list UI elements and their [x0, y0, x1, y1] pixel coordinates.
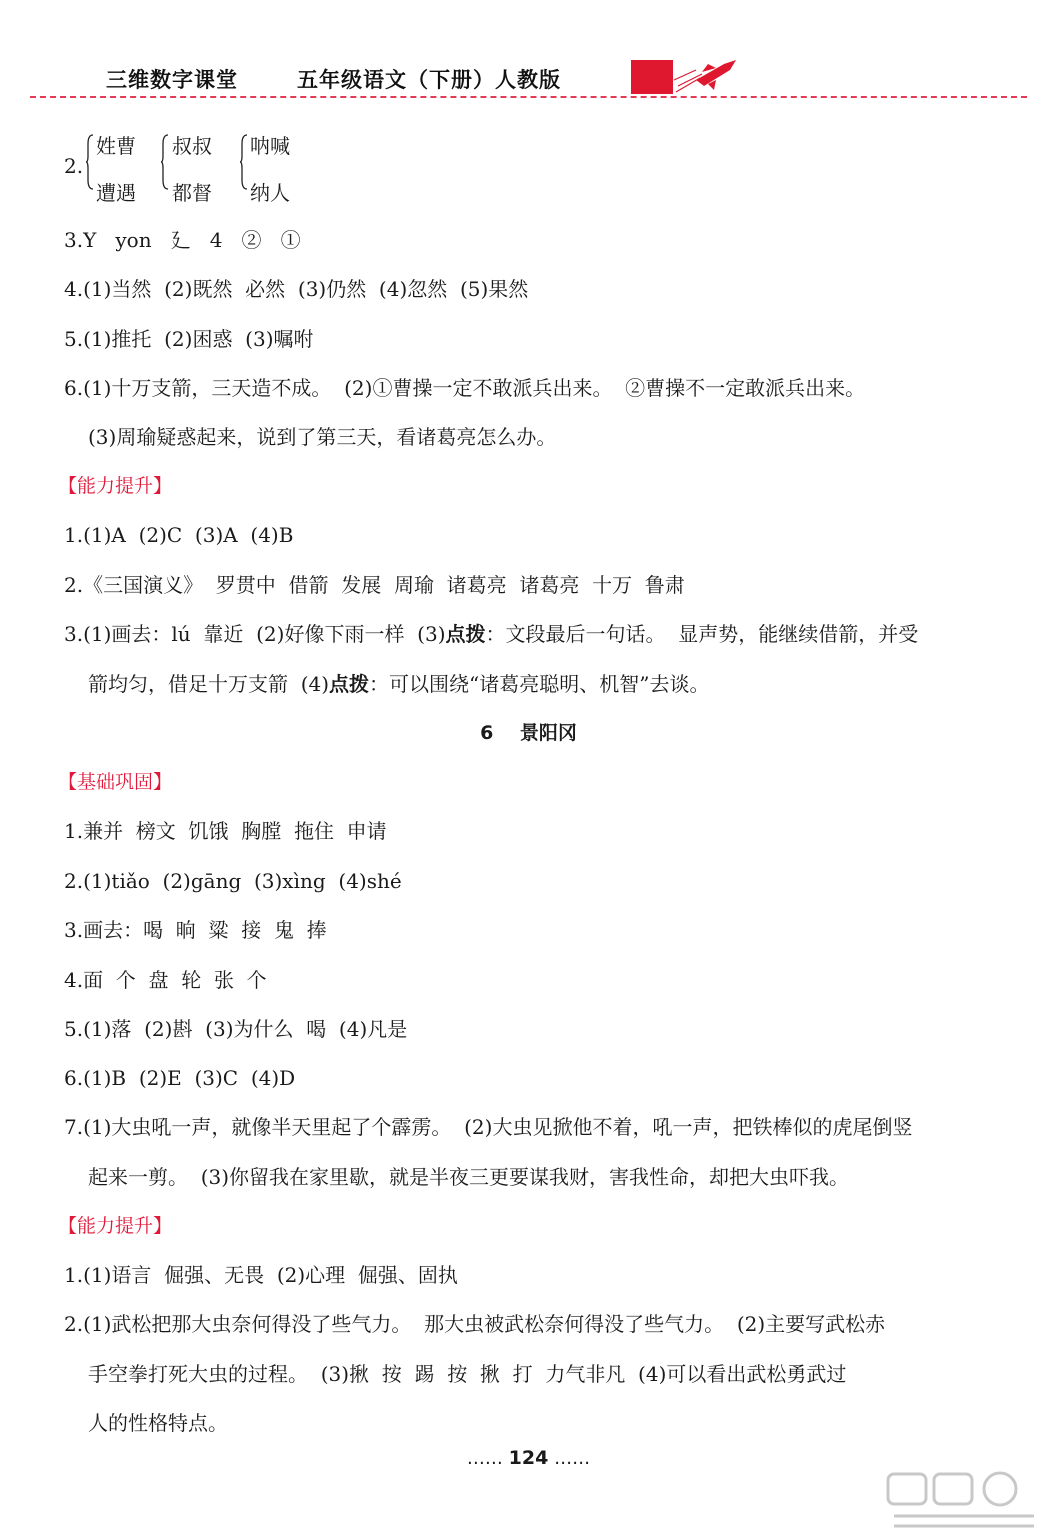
answer-line: 4.面 个 盘 轮 张 个: [64, 968, 267, 992]
answer-line: 起来一剪。 (3)你留我在家里歇，就是半夜三更要谋我财，害我性命，却把大虫吓我。: [88, 1165, 850, 1189]
logo-block: [631, 60, 673, 94]
answer-line: 1.兼并 榜文 饥饿 胸膛 拖住 申请: [64, 819, 387, 843]
answer-line: 3.Y yon 廴 4 ② ①: [64, 228, 301, 252]
section-heading-basic: 【基础巩固】: [58, 771, 173, 793]
answer-line: 4.(1)当然 (2)既然 必然 (3)仍然 (4)忽然 (5)果然: [64, 277, 529, 301]
header-book-title: 五年级语文（下册）人教版: [297, 68, 561, 92]
answer-line: 手空拳打死大虫的过程。 (3)揪 按 踢 按 揪 打 力气非凡 (4)可以看出武松勇武过: [88, 1362, 847, 1386]
brace-icon: [161, 134, 169, 190]
lesson-title: 6 景阳冈: [480, 722, 577, 744]
answer-line: 5.(1)推托 (2)困惑 (3)嘱咐: [64, 327, 314, 351]
answer-line: 人的性格特点。: [88, 1411, 228, 1435]
hint-label: 点拨: [445, 622, 486, 646]
answer-line: 3.画去：喝 晌 粱 接 鬼 捧: [64, 918, 327, 942]
answer-line: 6.(1)十万支箭，三天造不成。 (2)①曹操一定不敢派兵出来。 ②曹操不一定敢派兵出来。: [64, 376, 866, 400]
q2-word: 纳人: [250, 181, 290, 205]
header-brand: 三维数字课堂: [106, 68, 238, 92]
header-divider: [30, 96, 1027, 98]
brace-icon: [86, 134, 94, 190]
section-heading-ability: 【能力提升】: [58, 475, 173, 497]
answer-line: 7.(1)大虫吼一声，就像半天里起了个霹雳。 (2)大虫见掀他不着，吼一声，把铁棒似的虎尾倒竖: [64, 1115, 913, 1139]
answer-line: (3)周瑜疑惑起来，说到了第三天，看诸葛亮怎么办。: [88, 425, 557, 449]
watermark-logo: [880, 1470, 1050, 1532]
answer-line: 2.(1)武松把那大虫奈何得没了些气力。 那大虫被武松奈何得没了些气力。 (2)主要写武松赤: [64, 1312, 886, 1336]
q2-word: 都督: [172, 181, 212, 205]
section-heading-ability: 【能力提升】: [58, 1215, 173, 1237]
page-number: …… 124 ……: [466, 1447, 591, 1469]
answer-line: 5.(1)落 (2)斟 (3)为什么 喝 (4)凡是: [64, 1017, 408, 1041]
answer-line: 6.(1)B (2)E (3)C (4)D: [64, 1066, 296, 1090]
q2-word: 姓曹: [96, 134, 136, 158]
q2-word: 呐喊: [250, 134, 290, 158]
answer-line: 1.(1)语言 倔强、无畏 (2)心理 倔强、固执: [64, 1263, 458, 1287]
answer-line: 1.(1)A (2)C (3)A (4)B: [64, 523, 294, 547]
answer-line: 3.(1)画去：lú 靠近 (2)好像下雨一样 (3)点拨：文段最后一句话。 显声势，能继续借箭，并受: [64, 622, 919, 646]
answer-line: 箭均匀，借足十万支箭 (4)点拨：可以围绕“诸葛亮聪明、机智”去谈。: [88, 672, 710, 696]
hint-label: 点拨: [329, 672, 370, 696]
q2-word: 叔叔: [172, 134, 212, 158]
brace-icon: [240, 134, 248, 190]
q2-number: 2.: [64, 154, 84, 178]
rocket-icon: [672, 58, 738, 94]
q2-word: 遭遇: [96, 181, 136, 205]
answer-line: 2.(1)tiǎo (2)gāng (3)xìng (4)shé: [64, 869, 402, 893]
answer-line: 2.《三国演义》 罗贯中 借箭 发展 周瑜 诸葛亮 诸葛亮 十万 鲁肃: [64, 573, 685, 597]
